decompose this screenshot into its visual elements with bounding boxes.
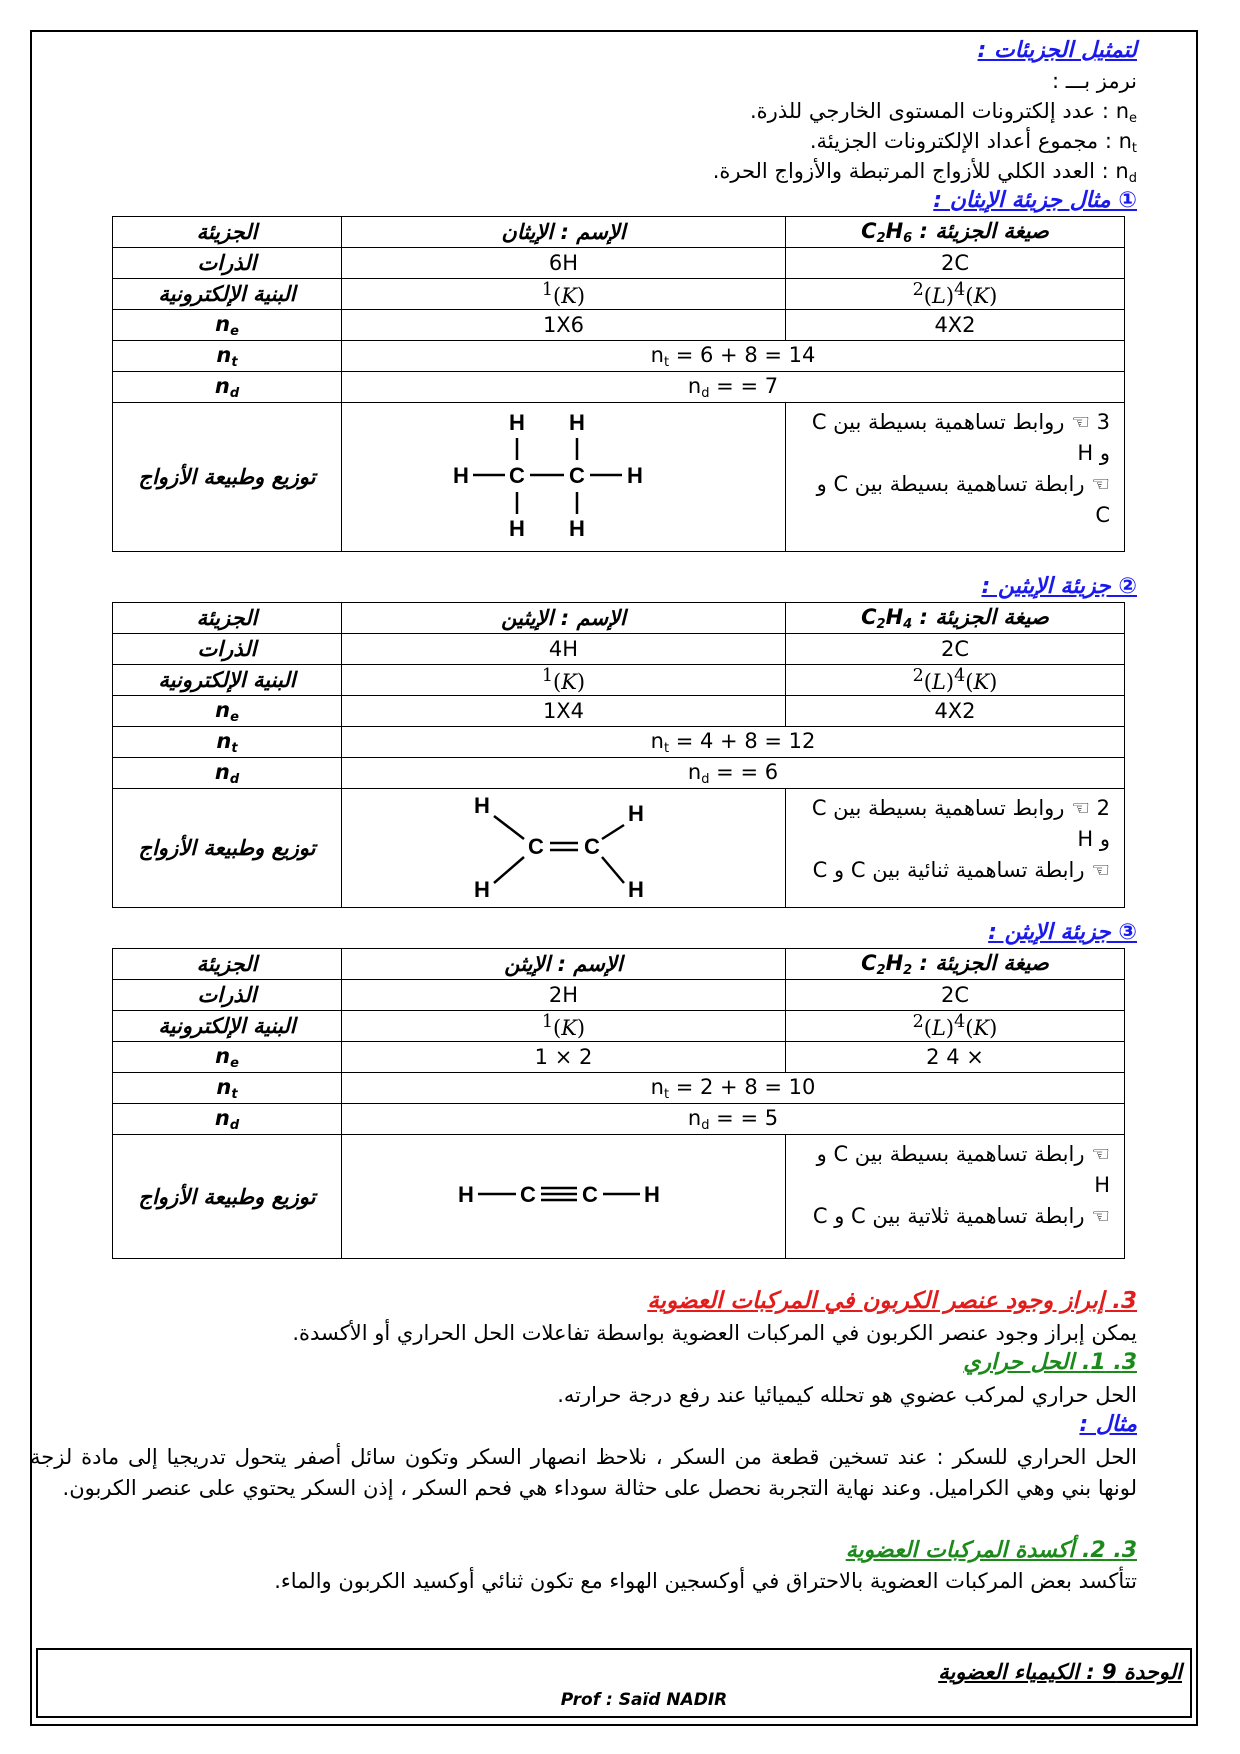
ethyne-nd: $n_d$ = = 5 xyxy=(342,1104,1125,1135)
svg-text:H: H xyxy=(568,515,585,540)
svg-text:H: H xyxy=(457,1182,474,1207)
ethene-name: الإسم : الإيثين xyxy=(342,603,786,634)
header-nt: $n_t$ xyxy=(113,1073,342,1104)
ethene-bond-cc: ☜ رابطة تساهمية ثنائية بين C و C xyxy=(812,858,1110,882)
section3-1-text: الحل حراري لمركب عضوي هو تحلله كيميائيا عند رفع درجة حرارته. xyxy=(557,1383,1137,1407)
intro-title: لتمثيل الجزيئات : xyxy=(977,38,1137,63)
ethene-atoms-h: 4H xyxy=(342,634,786,665)
intro-denote: نرمز بـــ : xyxy=(1052,69,1137,93)
svg-text:C: C xyxy=(527,833,544,859)
intro-nd: $n_d$ : العدد الكلي للأزواج المرتبطة والأزواج الحرة. xyxy=(712,159,1137,186)
svg-text:H: H xyxy=(627,800,644,826)
header-nt: $n_t$ xyxy=(113,727,342,758)
ethane-formula: صيغة الجزيئة : $C_2H_6$ xyxy=(786,217,1125,248)
header-config: البنية الإلكترونية xyxy=(113,1011,342,1042)
ethane-structure xyxy=(342,403,786,552)
svg-text:H: H xyxy=(473,792,490,818)
ethene-structure-diagram xyxy=(464,791,664,901)
header-ne: $n_e$ xyxy=(113,1042,342,1073)
svg-text:C: C xyxy=(519,1182,536,1207)
svg-text:H: H xyxy=(627,876,644,901)
ethyne-config-h: $(K)^1$ xyxy=(342,1011,786,1042)
ethene-formula: صيغة الجزيئة : $C_2H_4$ xyxy=(786,603,1125,634)
svg-text:C: C xyxy=(568,462,585,488)
ethyne-table xyxy=(112,948,1125,1259)
svg-text:H: H xyxy=(568,409,585,435)
ethyne-name: الإسم : الإيثن xyxy=(342,949,786,980)
footer xyxy=(36,1648,1192,1718)
ethane-ne-h: 1X6 xyxy=(342,310,786,341)
header-nd: $n_d$ xyxy=(113,372,342,403)
header-nd: $n_d$ xyxy=(113,758,342,789)
svg-text:H: H xyxy=(626,462,643,488)
svg-text:C: C xyxy=(508,462,525,488)
section3-2-text: تتأكسد بعض المركبات العضوية بالاحتراق في أوكسجين الهواء مع تكون ثنائي أوكسيد الكربون والماء. xyxy=(274,1569,1137,1593)
header-distribution: توزيع وطبيعة الأزواج xyxy=(113,403,342,552)
ethane-atoms-h: 6H xyxy=(342,248,786,279)
ethane-title: ① مثال جزيئة الإيثان : xyxy=(933,188,1137,213)
header-atoms: الذرات xyxy=(113,980,342,1011)
ethyne-bond-ch: ☜ رابطة تساهمية بسيطة بين C و H xyxy=(816,1142,1110,1197)
section3-title: 3. إبراز وجود عنصر الكربون في المركبات العضوية xyxy=(647,1288,1137,1314)
ethane-name: الإسم : الإيثان xyxy=(342,217,786,248)
ethene-config-h: $(K)^1$ xyxy=(342,665,786,696)
ethene-table xyxy=(112,602,1125,908)
ethene-bonds xyxy=(786,789,1125,908)
example-text: الحل الحراري للسكر : عند تسخين قطعة من السكر ، نلاحظ انصهار السكر وتكون سائل أصفر يتحول تدريجيا إلى مادة لزجة لونها بني وهي الكراميل. وعند نهاية التجربة نحصل على حثالة سوداء هي فحم السكر ، إذن السكر يحتوي على عنصر الكربون. xyxy=(30,1445,1137,1500)
svg-text:H: H xyxy=(452,462,469,488)
ethane-ne-c: 4X2 xyxy=(786,310,1125,341)
footer-unit: الوحدة 9 : الكيمياء العضوية xyxy=(938,1660,1182,1684)
section3-2-title: 3. 2. أكسدة المركبات العضوية xyxy=(845,1538,1137,1563)
header-config: البنية الإلكترونية xyxy=(113,279,342,310)
ethyne-bonds xyxy=(786,1135,1125,1259)
header-atoms: الذرات xyxy=(113,248,342,279)
ethane-bond-ch: 3 ☜ روابط تساهمية بسيطة بين C و H xyxy=(811,410,1110,465)
ethene-ne-h: 1X4 xyxy=(342,696,786,727)
intro-nt: $n_t$ : مجموع أعداد الإلكترونات الجزيئة. xyxy=(809,129,1137,156)
ethyne-structure-diagram xyxy=(454,1174,674,1214)
ethyne-config-c: $(K)^2(L)^4$ xyxy=(786,1011,1125,1042)
header-nt: $n_t$ xyxy=(113,341,342,372)
svg-text:H: H xyxy=(508,409,525,435)
ethene-config-c: $(K)^2(L)^4$ xyxy=(786,665,1125,696)
ethane-table xyxy=(112,216,1125,552)
ethene-title: ② جزيئة الإيثين : xyxy=(981,574,1137,599)
example-title: مثال : xyxy=(1079,1412,1137,1437)
ethene-ne-c: 4X2 xyxy=(786,696,1125,727)
header-nd: $n_d$ xyxy=(113,1104,342,1135)
header-molecule: الجزيئة xyxy=(113,217,342,248)
ethene-nd: $n_d$ = = 6 xyxy=(342,758,1125,789)
ethane-config-c: $(K)^2(L)^4$ xyxy=(786,279,1125,310)
ethyne-formula: صيغة الجزيئة : $C_2H_2$ xyxy=(786,949,1125,980)
ethene-structure xyxy=(342,789,786,908)
header-molecule: الجزيئة xyxy=(113,603,342,634)
ethene-nt: $n_t = 4 + 8 = 12$ xyxy=(342,727,1125,758)
footer-prof: Prof : Saïd NADIR xyxy=(560,1690,728,1710)
header-config: البنية الإلكترونية xyxy=(113,665,342,696)
section3-1-title: 3. 1. الحل حراري xyxy=(963,1350,1137,1375)
ethyne-ne-h: 2 × 1 xyxy=(342,1042,786,1073)
ethene-bond-ch: 2 ☜ روابط تساهمية بسيطة بين C و H xyxy=(811,796,1110,851)
ethane-nd: $n_d$ = = 7 xyxy=(342,372,1125,403)
section3-text: يمكن إبراز وجود عنصر الكربون في المركبات العضوية بواسطة تفاعلات الحل الحراري أو الأكسدة. xyxy=(292,1321,1137,1345)
svg-text:C: C xyxy=(581,1182,598,1207)
ethyne-nt: $n_t = 2 + 8 = 10$ xyxy=(342,1073,1125,1104)
svg-text:H: H xyxy=(643,1182,660,1207)
header-molecule: الجزيئة xyxy=(113,949,342,980)
ethane-bonds xyxy=(786,403,1125,552)
ethane-structure-diagram xyxy=(449,410,679,540)
svg-text:H: H xyxy=(508,515,525,540)
ethane-nt: $n_t = 6 + 8 = 14$ xyxy=(342,341,1125,372)
ethane-config-h: $(K)^1$ xyxy=(342,279,786,310)
ethane-bond-cc: ☜ رابطة تساهمية بسيطة بين C و C xyxy=(816,472,1110,527)
header-distribution: توزيع وطبيعة الأزواج xyxy=(113,789,342,908)
intro-ne: $n_e$ : عدد إلكترونات المستوى الخارجي للذرة. xyxy=(750,99,1137,126)
header-ne: $n_e$ xyxy=(113,310,342,341)
ethyne-structure xyxy=(342,1135,786,1259)
ethyne-bond-cc: ☜ رابطة تساهمية ثلاتية بين C و C xyxy=(812,1204,1110,1228)
ethyne-atoms-c: 2C xyxy=(786,980,1125,1011)
svg-text:H: H xyxy=(473,876,490,901)
header-distribution: توزيع وطبيعة الأزواج xyxy=(113,1135,342,1259)
svg-text:C: C xyxy=(583,833,600,859)
ethyne-atoms-h: 2H xyxy=(342,980,786,1011)
ethene-atoms-c: 2C xyxy=(786,634,1125,665)
header-atoms: الذرات xyxy=(113,634,342,665)
ethyne-ne-c: × 4 2 xyxy=(786,1042,1125,1073)
ethane-atoms-c: 2C xyxy=(786,248,1125,279)
header-ne: $n_e$ xyxy=(113,696,342,727)
ethyne-title: ③ جزيئة الإيثن : xyxy=(988,920,1137,945)
